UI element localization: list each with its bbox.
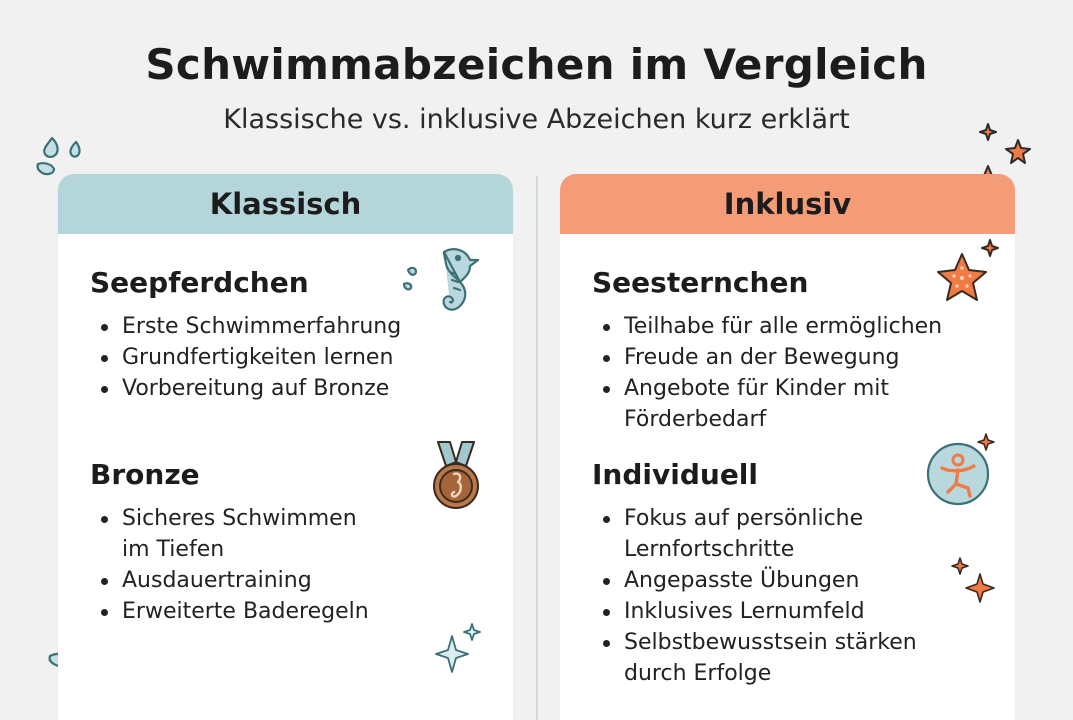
column-divider (536, 176, 538, 720)
starfish-icon (922, 234, 1002, 314)
inclusive-card (560, 174, 1015, 720)
section-seesternchen (592, 266, 952, 435)
list-item: Ausdauertraining (90, 565, 390, 596)
bullet-list (90, 503, 390, 627)
list-item: Erweiterte Baderegeln (90, 596, 390, 627)
list-item: Inklusives Lernumfeld (592, 596, 972, 627)
list-item: Selbstbewusstsein stärken durch Erfolge (592, 627, 972, 689)
page-subtitle: Klassische vs. inklusive Abzeichen kurz erklärt (223, 104, 850, 135)
list-item: Angebote für Kinder mit Förderbedarf (592, 373, 952, 435)
section-title: Individuell (592, 458, 759, 491)
sparkles-icon (434, 622, 484, 674)
section-seepferdchen (90, 266, 401, 404)
section-bronze (90, 458, 390, 627)
sparkles-icon (950, 554, 1000, 608)
list-item: Teilhabe für alle ermöglichen (592, 311, 952, 342)
list-item: Fokus auf persönliche Lernfortschritte (592, 503, 922, 565)
classic-card (58, 174, 513, 720)
list-item: Sicheres Schwimmen im Tiefen (90, 503, 390, 565)
person-circle-icon (920, 426, 1006, 512)
list-item: Freude an der Bewegung (592, 342, 952, 373)
bullet-list (592, 503, 972, 689)
list-item: Angepasste Übungen (592, 565, 972, 596)
list-item: Grundfertigkeiten lernen (90, 342, 401, 373)
bullet-list (592, 311, 952, 435)
section-title: Seepferdchen (90, 266, 309, 299)
water-drops-icon (32, 132, 88, 178)
section-title: Bronze (90, 458, 200, 491)
bronze-medal-icon (424, 440, 488, 520)
section-individuell (592, 458, 972, 689)
bullet-list (90, 311, 401, 404)
seahorse-icon (398, 242, 482, 322)
page-title: Schwimmabzeichen im Vergleich (145, 40, 928, 89)
list-item: Erste Schwimmerfahrung (90, 311, 401, 342)
list-item: Vorbereitung auf Bronze (90, 373, 401, 404)
classic-header: Klassisch (58, 174, 513, 234)
section-title: Seesternchen (592, 266, 809, 299)
inclusive-header: Inklusiv (560, 174, 1015, 234)
